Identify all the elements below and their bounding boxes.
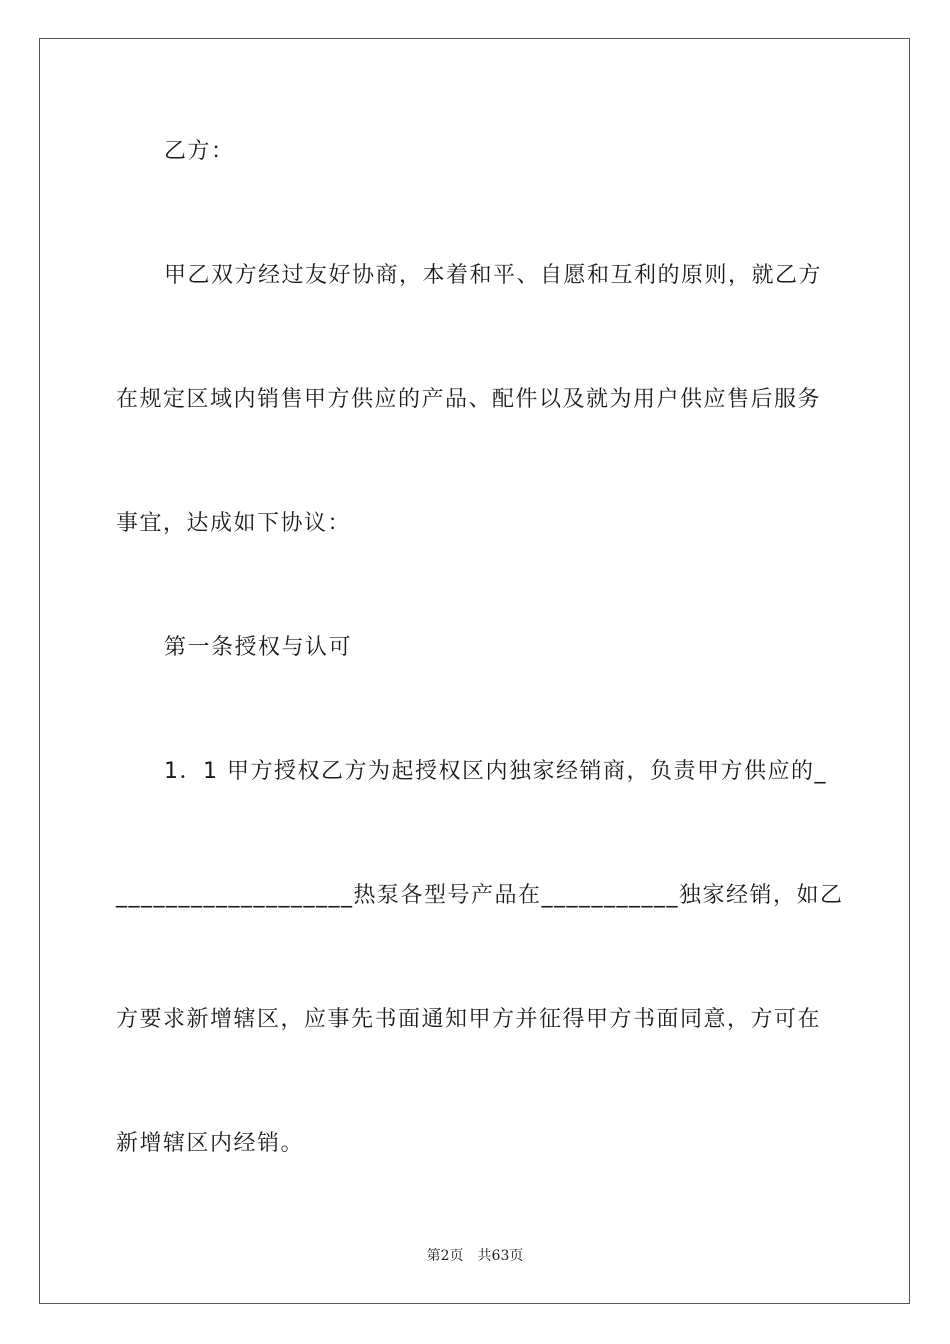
clause-line: 新增辖区内经销。 (116, 1131, 305, 1156)
party-b-label: 乙方： (164, 139, 235, 164)
page-border (39, 38, 910, 1304)
paragraph-line: 事宜，达成如下协议： (116, 511, 352, 536)
clause-line: 方要求新增辖区，应事先书面通知甲方并征得甲方书面同意，方可在 (116, 1007, 822, 1032)
paragraph-line: 在规定区域内销售甲方供应的产品、配件以及就为用户供应售后服务 (116, 387, 822, 412)
paragraph-line: 甲乙双方经过友好协商，本着和平、自愿和互利的原则，就乙方 (164, 263, 823, 288)
page-footer (0, 1246, 950, 1266)
page-number-total: 共63页 (477, 1248, 524, 1264)
clause-line: ___________________热泵各型号产品在___________独家经销，如乙 (116, 883, 844, 908)
clause-line: 1．1 甲方授权乙方为起授权区内独家经销商，负责甲方供应的_ (164, 759, 827, 784)
article-heading: 第一条授权与认可 (164, 635, 353, 660)
page-number-current: 第2页 (426, 1248, 464, 1264)
